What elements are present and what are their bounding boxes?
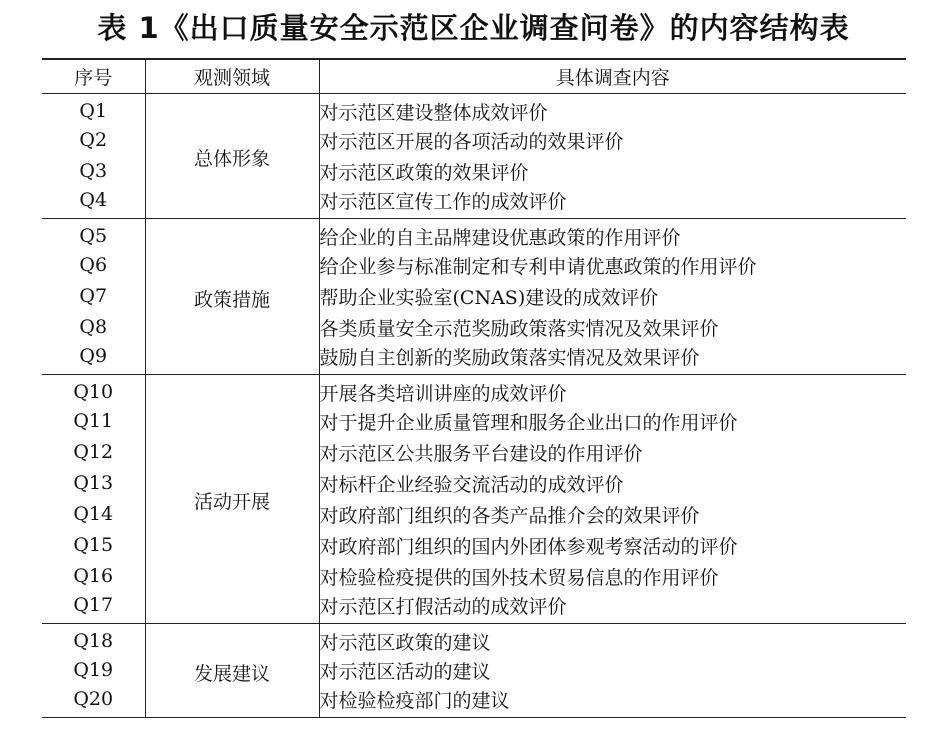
question-content: 对示范区开展的各项活动的效果评价 bbox=[319, 130, 624, 153]
question-id: Q4 bbox=[79, 189, 108, 211]
question-id: Q2 bbox=[79, 129, 108, 151]
field-label: 总体形象 bbox=[145, 93, 319, 218]
group-development-suggestions bbox=[42, 623, 906, 717]
question-id: Q8 bbox=[79, 316, 108, 338]
question-id: Q1 bbox=[79, 100, 108, 122]
group-activities bbox=[42, 374, 906, 623]
header-index: 序号 bbox=[74, 66, 113, 89]
question-content: 对检验检疫提供的国外技术贸易信息的作用评价 bbox=[319, 566, 719, 589]
question-id: Q13 bbox=[73, 472, 114, 494]
table-title: 表 1《出口质量安全示范区企业调查问卷》的内容结构表 bbox=[97, 11, 850, 45]
field-label: 发展建议 bbox=[145, 623, 319, 717]
question-id: Q9 bbox=[79, 345, 108, 367]
question-id: Q20 bbox=[73, 688, 114, 710]
question-content: 对示范区政策的建议 bbox=[319, 631, 491, 654]
question-content: 对于提升企业质量管理和服务企业出口的作用评价 bbox=[319, 411, 738, 434]
header-content: 具体调查内容 bbox=[555, 66, 670, 89]
question-content: 对示范区打假活动的成效评价 bbox=[319, 595, 567, 618]
header-field: 观测领域 bbox=[145, 59, 319, 93]
table-row bbox=[42, 374, 906, 406]
question-content: 对政府部门组织的各类产品推介会的效果评价 bbox=[319, 504, 700, 527]
question-content: 对标杆企业经验交流活动的成效评价 bbox=[319, 473, 624, 496]
question-id: Q5 bbox=[79, 225, 108, 247]
question-id: Q7 bbox=[79, 285, 108, 307]
field-label: 活动开展 bbox=[145, 374, 319, 623]
question-content: 对示范区建设整体成效评价 bbox=[319, 101, 548, 124]
question-content: 给企业参与标准制定和专利申请优惠政策的作用评价 bbox=[319, 255, 757, 278]
question-content: 对示范区公共服务平台建设的作用评价 bbox=[319, 442, 643, 465]
question-id: Q11 bbox=[73, 410, 114, 432]
question-content: 对示范区活动的建议 bbox=[319, 660, 491, 683]
survey-structure-table bbox=[42, 58, 906, 718]
question-id: Q16 bbox=[73, 565, 114, 587]
question-id: Q17 bbox=[73, 594, 114, 616]
question-content: 开展各类培训讲座的成效评价 bbox=[319, 382, 567, 405]
question-id: Q18 bbox=[73, 630, 114, 652]
group-policy-measures bbox=[42, 218, 906, 374]
table-row bbox=[42, 623, 906, 655]
question-content: 各类质量安全示范奖励政策落实情况及效果评价 bbox=[319, 317, 719, 340]
question-id: Q10 bbox=[73, 381, 114, 403]
question-content: 鼓励自主创新的奖励政策落实情况及效果评价 bbox=[319, 346, 700, 369]
header-row bbox=[42, 59, 906, 93]
table-row bbox=[42, 93, 906, 125]
question-id: Q6 bbox=[79, 254, 108, 276]
question-content: 对示范区政策的效果评价 bbox=[319, 161, 529, 184]
field-label: 政策措施 bbox=[145, 218, 319, 374]
question-content: 对示范区宣传工作的成效评价 bbox=[319, 190, 567, 213]
table-header bbox=[42, 59, 906, 93]
table-row bbox=[42, 218, 906, 250]
question-content: 对政府部门组织的国内外团体参观考察活动的评价 bbox=[319, 535, 738, 558]
question-id: Q19 bbox=[73, 659, 114, 681]
question-content: 给企业的自主品牌建设优惠政策的作用评价 bbox=[319, 226, 681, 249]
question-id: Q3 bbox=[79, 160, 108, 182]
question-content: 帮助企业实验室(CNAS)建设的成效评价 bbox=[319, 286, 659, 309]
question-id: Q15 bbox=[73, 534, 114, 556]
question-content: 对检验检疫部门的建议 bbox=[319, 689, 510, 712]
group-overall-image bbox=[42, 93, 906, 218]
question-id: Q14 bbox=[73, 503, 114, 525]
question-id: Q12 bbox=[73, 441, 114, 463]
